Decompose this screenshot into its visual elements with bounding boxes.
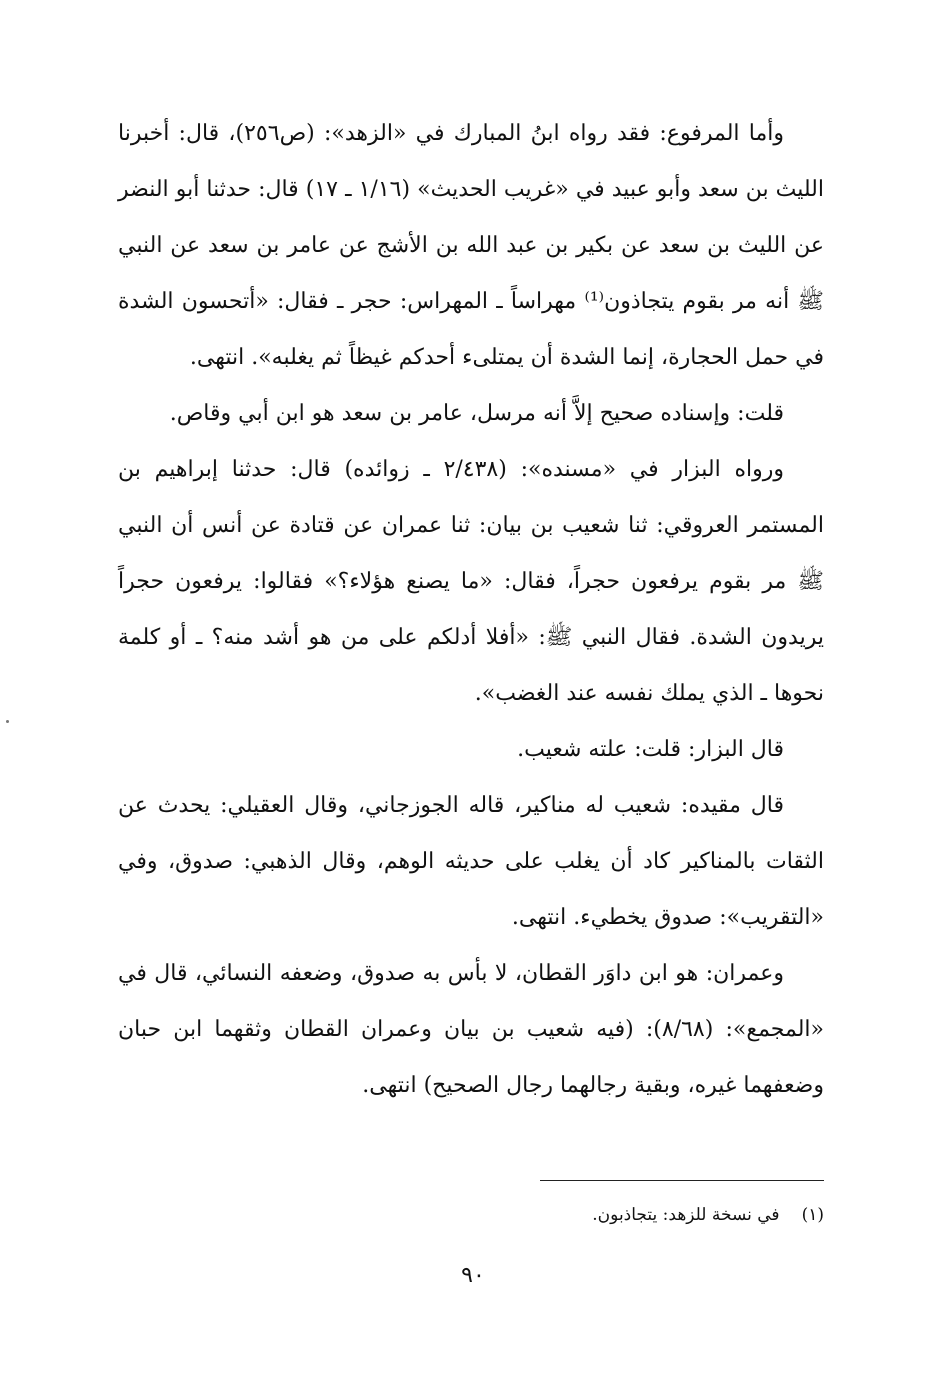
footnote-text: في نسخة للزهد: يتجاذبون. — [592, 1205, 780, 1225]
paragraph-imran: وعمران: هو ابن داوَر القطان، لا بأس به صدوق، وضعفه النسائي، قال في «المجمع»: (٨/٦٨): (فيه شعيب بن بيان وعمران القطان وثقهما ابن حبان وضعفهما غيره، وبقية رجالهما رجال الصحيح) انتهى. — [118, 961, 824, 1098]
margin-speck — [6, 720, 9, 723]
main-text — [118, 106, 824, 1114]
paragraph-marfu: وأما المرفوع: فقد رواه ابنُ المبارك في «الزهد»: (ص٢٥٦)، قال: أخبرنا الليث بن سعد وأبو عبيد في «غريب الحديث» (١/١٦ ـ ١٧) قال: حدثنا أبو النضر عن الليث بن سعد عن بكير بن عبد الله بن الأشج عن عامر بن سعد عن النبي ﷺ أنه مر بقوم يتجاذون⁽¹⁾ مهراساً ـ المهراس: حجر ـ فقال: «أتحسون الشدة في حمل الحجارة، إنما الشدة أن يمتلىء أحدكم غيظاً ثم يغلبه». انتهى. — [118, 121, 825, 370]
paragraph-bazzar: ورواه البزار في «مسنده»: (٢/٤٣٨ ـ زوائده) قال: حدثنا إبراهيم بن المستمر العروقي: ثنا شعيب بن بيان: ثنا عمران عن قتادة عن أنس أن النبي ﷺ مر بقوم يرفعون حجراً، فقال: «ما يصنع هؤلاء؟» فقالوا: يرفعون حجراً يريدون الشدة. فقال النبي ﷺ: «أفلا أدلكم على من هو أشد منه؟ ـ أو كلمة نحوها ـ الذي يملك نفسه عند الغضب». — [118, 457, 824, 706]
footnote — [360, 1200, 824, 1230]
paragraph-muqayyiduhu: قال مقيده: شعيب له مناكير، قاله الجوزجاني، وقال العقيلي: يحدث عن الثقات بالمناكير كاد أن يغلب على حديثه الوهم، وقال الذهبي: صدوق، وفي «التقريب»: صدوق يخطيء. انتهى. — [118, 793, 824, 930]
paragraph-bazzar-illa: قال البزار: قلت: علته شعيب. — [517, 737, 784, 762]
paragraph-qultu: قلت: وإسناده صحيح إلاَّ أنه مرسل، عامر بن سعد هو ابن أبي وقاص. — [169, 401, 784, 426]
page-number: ٩٠ — [461, 1263, 485, 1288]
footnote-divider — [540, 1180, 824, 1181]
footnote-number: (١) — [801, 1205, 824, 1225]
